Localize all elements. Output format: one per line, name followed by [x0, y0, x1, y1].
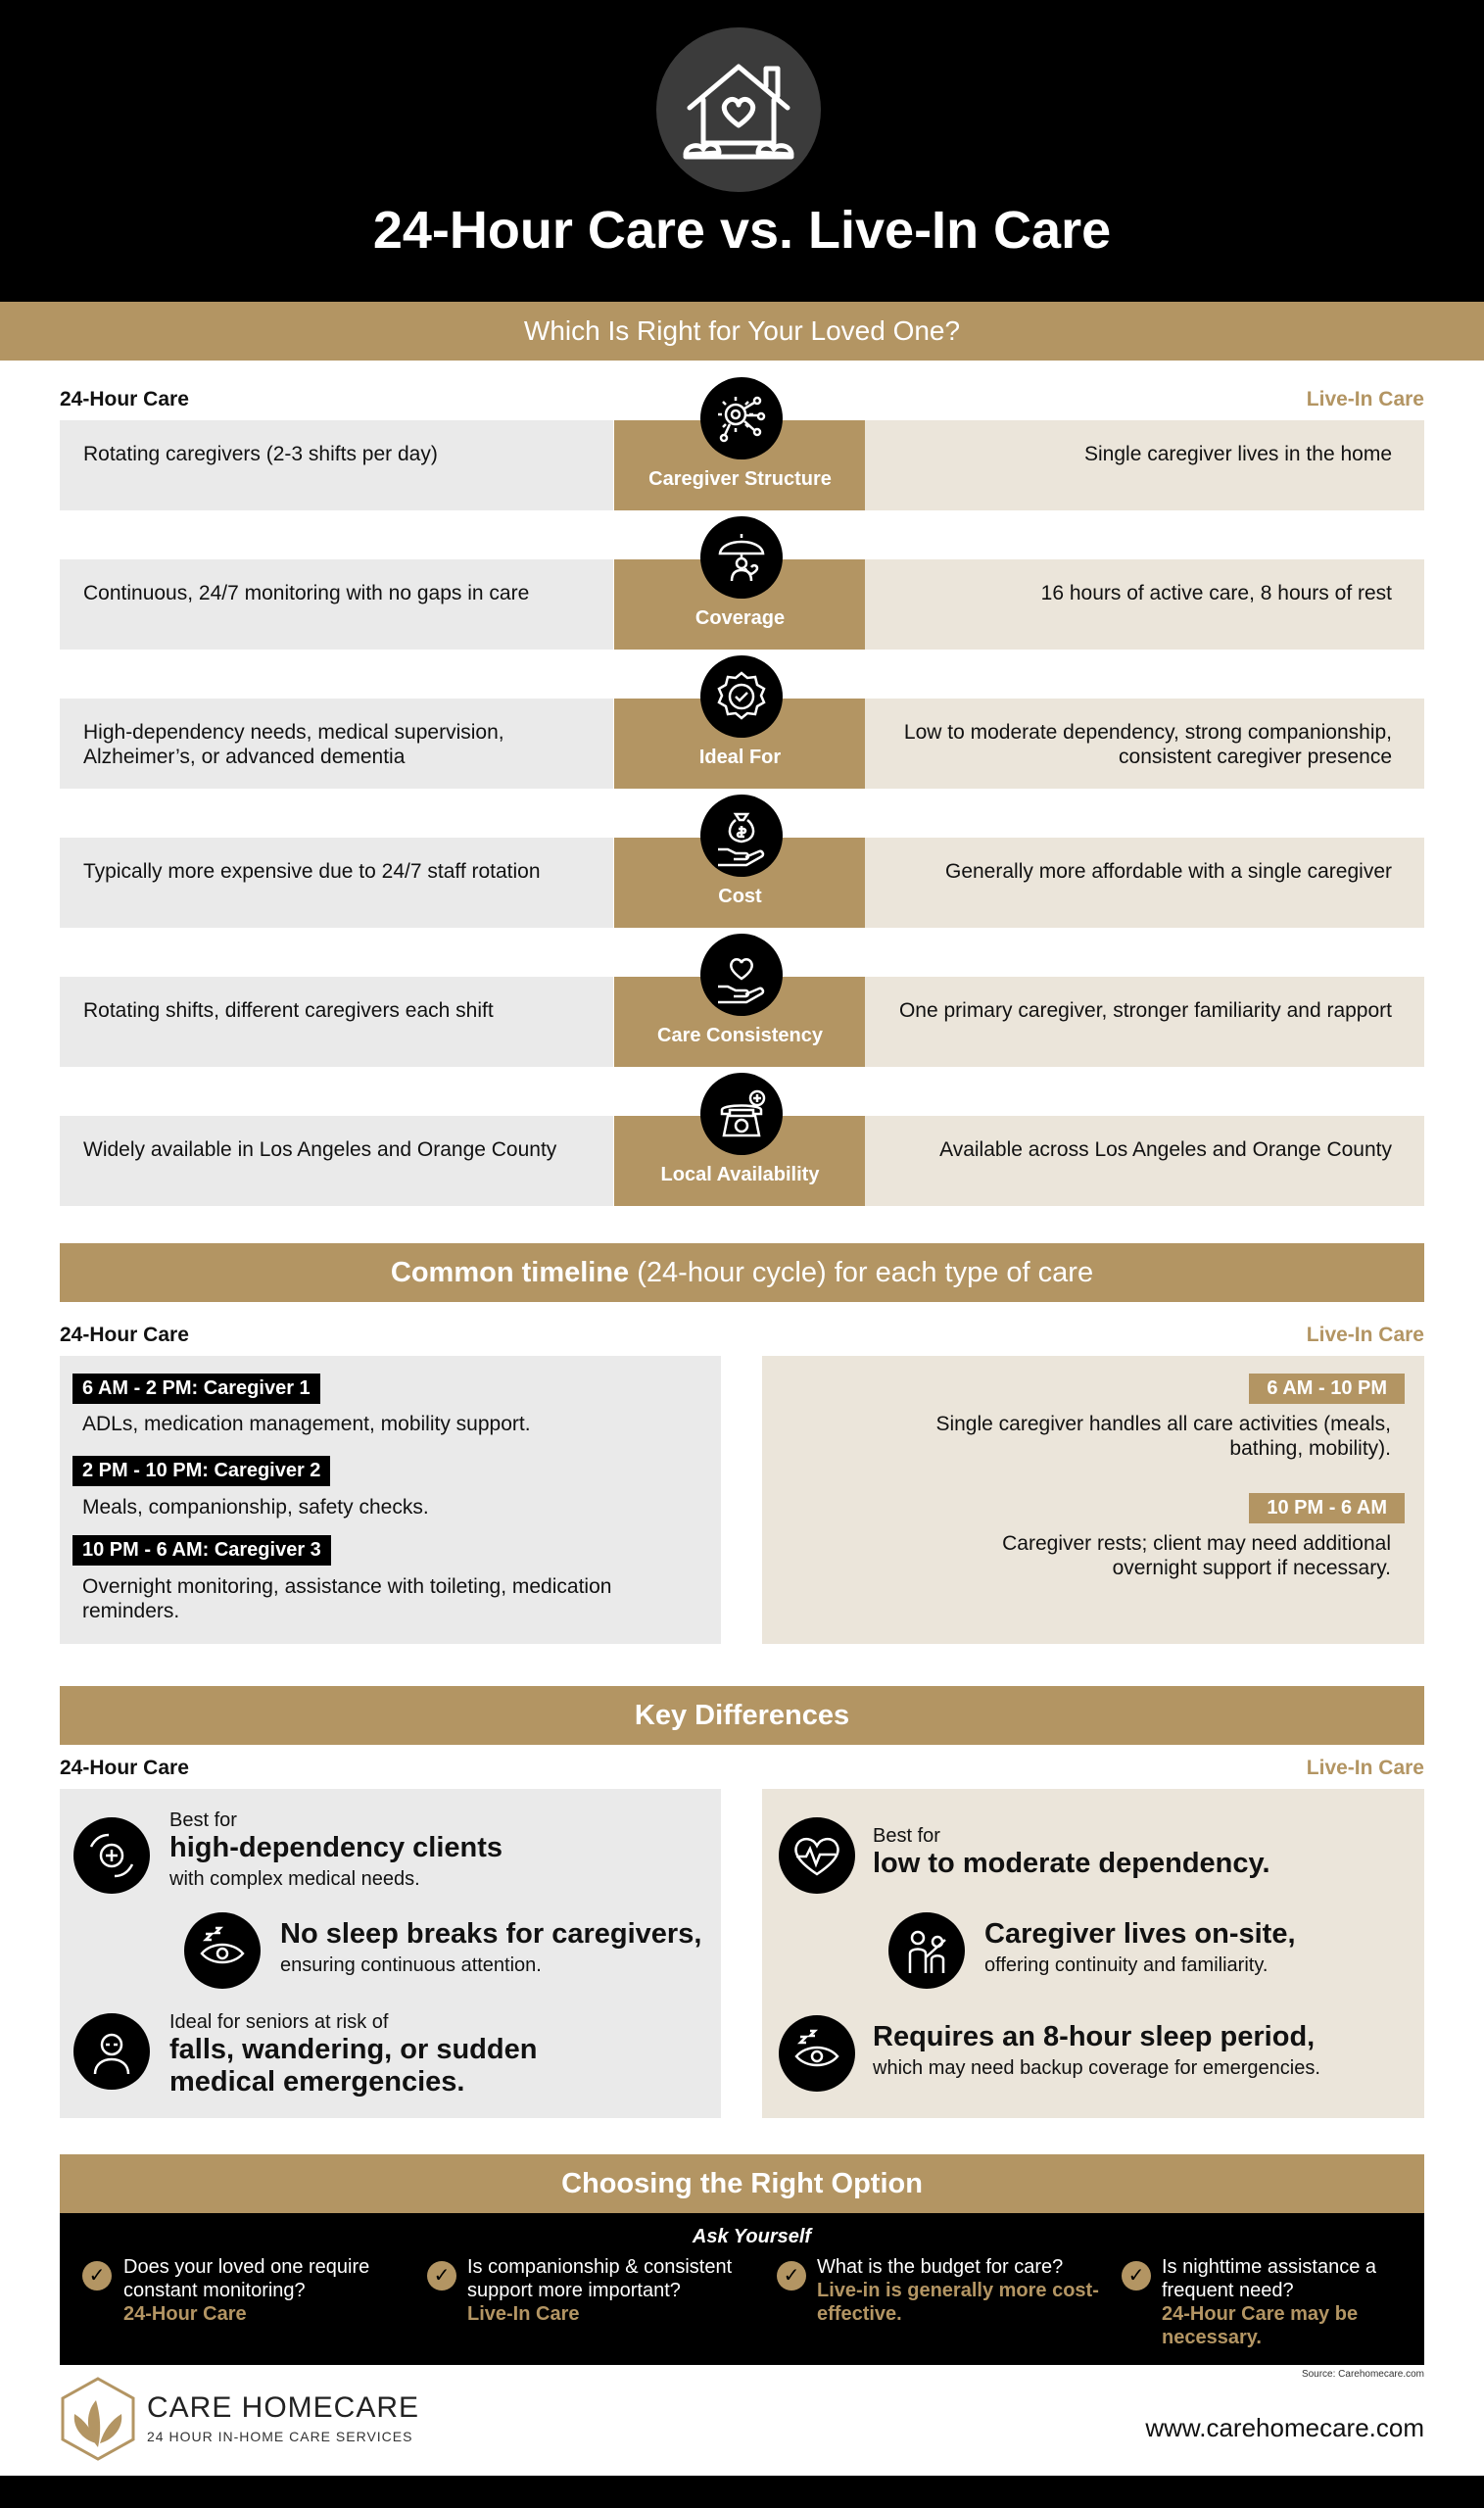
check-badge-icon: ✓	[427, 2261, 456, 2291]
footer-bar	[0, 2476, 1484, 2508]
brand-logo-icon	[57, 2375, 139, 2463]
row-right-text: Single caregiver lives in the home	[865, 420, 1424, 510]
question-item	[817, 2255, 1130, 2326]
kd-bold: falls, wandering, or sudden medical emergencies.	[169, 2034, 538, 2098]
timeline-band	[60, 1243, 1424, 1302]
question-answer: 24-Hour Care may be necessary.	[1162, 2303, 1359, 2348]
medical-hands-icon	[73, 1817, 150, 1894]
ask-yourself-label: Ask Yourself	[692, 2226, 812, 2247]
row-category: Cost	[614, 838, 866, 928]
umbrella-person-icon	[700, 516, 783, 599]
website-link[interactable]: www.carehomecare.com	[1145, 2413, 1424, 2442]
row-left-text: Rotating caregivers (2-3 shifts per day)	[60, 420, 613, 510]
shift-description: ADLs, medication management, mobility support.	[82, 1413, 531, 1435]
shift-tag: 10 PM - 6 AM: Caregiver 3	[72, 1535, 331, 1566]
question-item	[123, 2255, 407, 2326]
kd-bold: low to moderate dependency.	[873, 1848, 1270, 1879]
shift-description: Overnight monitoring, assistance with toileting, medication reminders.	[82, 1575, 612, 1623]
shift-tag: 2 PM - 10 PM: Caregiver 2	[72, 1456, 330, 1486]
right-column-label: Live-In Care	[1306, 388, 1424, 410]
heart-hand-icon	[700, 934, 783, 1016]
check-badge-icon: ✓	[1122, 2261, 1151, 2291]
kd-post: which may need backup coverage for emergencies.	[873, 2057, 1320, 2079]
row-right-text: 16 hours of active care, 8 hours of rest	[865, 559, 1424, 650]
question-text: Is nighttime assistance a frequent need?	[1162, 2256, 1376, 2301]
family-icon	[888, 1912, 965, 1989]
brand-name: CARE HOMECARE	[147, 2391, 420, 2424]
row-category: Local Availability	[614, 1116, 866, 1206]
sleep-eye-icon	[184, 1912, 261, 1989]
question-text: Is companionship & consistent support more important?	[467, 2256, 733, 2301]
kd-post: offering continuity and familiarity.	[984, 1954, 1269, 1976]
choosing-band: Choosing the Right Option	[60, 2154, 1424, 2213]
question-item	[1162, 2255, 1407, 2349]
row-left-text: Rotating shifts, different caregivers each shift	[60, 977, 613, 1067]
timeline-title-rest: (24-hour cycle) for each type of care	[629, 1257, 1094, 1288]
kd-bold: Requires an 8-hour sleep period,	[873, 2021, 1316, 2052]
kd-pre: Ideal for seniors at risk of	[169, 2011, 389, 2033]
row-category: Caregiver Structure	[614, 420, 866, 510]
badge-check-icon	[700, 655, 783, 738]
money-bag-hand-icon	[700, 795, 783, 877]
row-right-text: Generally more affordable with a single caregiver	[865, 838, 1424, 928]
heartbeat-icon	[779, 1817, 855, 1894]
subtitle-band: Which Is Right for Your Loved One?	[0, 302, 1484, 361]
kd-post: with complex medical needs.	[169, 1868, 420, 1890]
row-right-text: Low to moderate dependency, strong companionship, consistent caregiver presence	[865, 699, 1424, 789]
network-gear-icon	[700, 377, 783, 459]
question-answer: Live-In Care	[467, 2303, 580, 2325]
right-column-label: Live-In Care	[1306, 1324, 1424, 1346]
question-item	[467, 2255, 781, 2326]
sleep-eye-icon	[779, 2015, 855, 2092]
right-column-label: Live-In Care	[1306, 1757, 1424, 1779]
question-text: Does your loved one require constant monitoring?	[123, 2256, 370, 2301]
shift-description: Caregiver rests; client may need additional overnight support if necessary.	[1002, 1532, 1391, 1580]
row-right-text: One primary caregiver, stronger familiarity and rapport	[865, 977, 1424, 1067]
kd-pre: Best for	[873, 1825, 940, 1847]
shift-tag: 6 AM - 10 PM	[1249, 1374, 1405, 1404]
source-note: Source: Carehomecare.com	[1301, 2369, 1424, 2380]
shift-tag: 6 AM - 2 PM: Caregiver 1	[72, 1374, 320, 1404]
shift-description: Single caregiver handles all care activities (meals, bathing, mobility).	[935, 1413, 1391, 1461]
check-badge-icon: ✓	[82, 2261, 112, 2291]
left-column-label: 24-Hour Care	[60, 388, 189, 410]
kd-bold: No sleep breaks for caregivers,	[280, 1918, 702, 1950]
senior-person-icon	[73, 2013, 150, 2090]
key-differences-band: Key Differences	[60, 1686, 1424, 1745]
row-left-text: Typically more expensive due to 24/7 staff rotation	[60, 838, 613, 928]
kd-post: ensuring continuous attention.	[280, 1954, 542, 1976]
page-title: 24-Hour Care vs. Live-In Care	[372, 201, 1112, 260]
kd-bold: Caregiver lives on-site,	[984, 1918, 1296, 1950]
kd-pre: Best for	[169, 1809, 237, 1831]
question-answer: Live-in is generally more cost-effective.	[817, 2280, 1099, 2325]
telephone-icon	[700, 1073, 783, 1155]
row-right-text: Available across Los Angeles and Orange County	[865, 1116, 1424, 1206]
row-category: Care Consistency	[614, 977, 866, 1067]
house-heart-icon	[656, 27, 821, 192]
shift-description: Meals, companionship, safety checks.	[82, 1496, 429, 1519]
left-column-label: 24-Hour Care	[60, 1757, 189, 1779]
question-answer: 24-Hour Care	[123, 2303, 247, 2325]
check-badge-icon: ✓	[777, 2261, 806, 2291]
kd-bold: high-dependency clients	[169, 1832, 503, 1863]
row-left-text: High-dependency needs, medical supervision, Alzheimer’s, or advanced dementia	[60, 699, 613, 789]
left-column-label: 24-Hour Care	[60, 1324, 189, 1346]
row-category: Ideal For	[614, 699, 866, 789]
brand-tagline: 24 HOUR IN-HOME CARE SERVICES	[147, 2429, 413, 2444]
shift-tag: 10 PM - 6 AM	[1249, 1493, 1405, 1523]
row-category: Coverage	[614, 559, 866, 650]
row-left-text: Widely available in Los Angeles and Orange County	[60, 1116, 613, 1206]
question-text: What is the budget for care?	[817, 2256, 1064, 2278]
row-left-text: Continuous, 24/7 monitoring with no gaps in care	[60, 559, 613, 650]
timeline-title-bold: Common timeline	[390, 1257, 630, 1288]
